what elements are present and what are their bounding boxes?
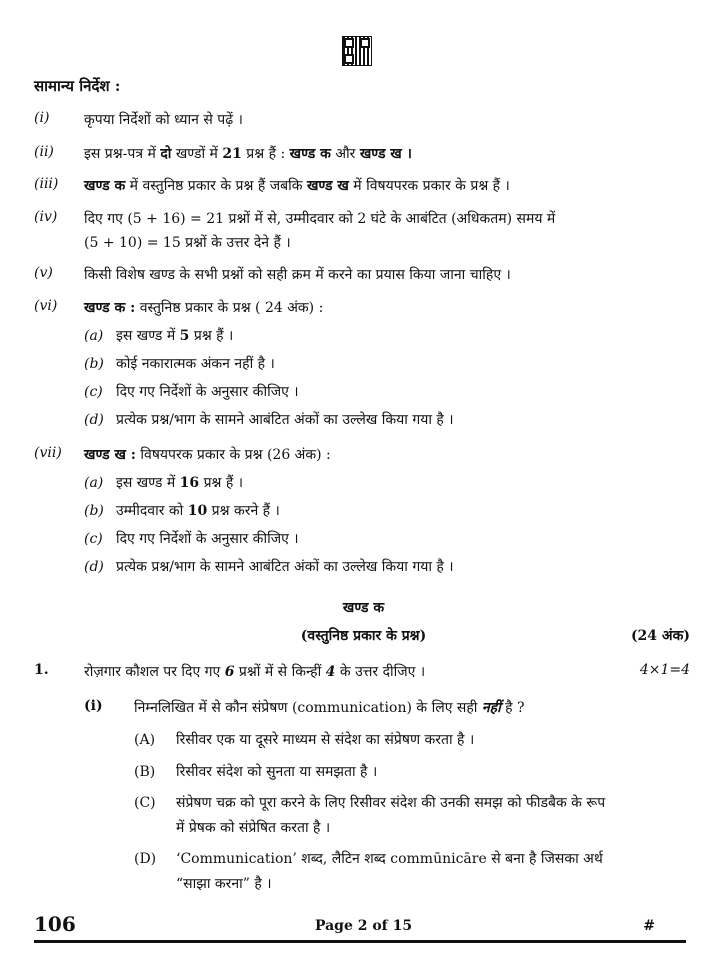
- option-text: रिसीवर एक या दूसरे माध्यम से संदेश का संप्रेषण करता है ।: [176, 732, 475, 748]
- section-b-instruction: [84, 445, 331, 464]
- sub-letter: (a): [84, 475, 104, 491]
- sub-letter: (b): [84, 503, 104, 519]
- text-run: 5: [179, 328, 190, 344]
- text-run: इस प्रश्न-पत्र में: [84, 146, 161, 162]
- instruction-text: [84, 110, 243, 129]
- sub-text: [116, 503, 280, 519]
- text-run: विषयपरक प्रकार के प्रश्न (26 अंक) :: [135, 447, 331, 463]
- text-run: प्रत्येक प्रश्न/भाग के सामने आबंटित अंकों का उल्लेख किया गया है ।: [116, 412, 454, 428]
- sub-text: [116, 384, 299, 400]
- section-b-sub-item: [84, 557, 454, 576]
- instruction-num: (i): [34, 110, 50, 126]
- sub-letter: (c): [84, 531, 103, 547]
- text-run: नहीं: [481, 700, 501, 716]
- text-run: के उत्तर दीजिए ।: [335, 664, 426, 680]
- section-b-sub-item: [84, 473, 243, 492]
- text-run: खण्ड क: [289, 146, 331, 162]
- text-run: 10: [187, 503, 208, 519]
- sub-text: [116, 531, 299, 547]
- question-text: [84, 662, 425, 681]
- text-run: में वस्तुनिष्ठ प्रकार के प्रश्न हैं जबकि: [125, 178, 307, 194]
- text-run: दिए गए (5 + 16) = 21 प्रश्नों में से, उम्मीदवार को 2 घंटे के आबंटित (अधिकतम) समय में: [84, 211, 556, 227]
- instruction-num: (v): [34, 265, 53, 281]
- instruction-num: (vi): [34, 298, 58, 314]
- section-a-sub-item: [84, 410, 454, 429]
- section-marks: (24 अंक): [630, 628, 690, 644]
- sub-question-text: [134, 698, 525, 717]
- text-run: खण्ड क: [84, 178, 126, 194]
- text-run: प्रश्न हैं :: [241, 146, 290, 162]
- sub-letter: (a): [84, 328, 104, 344]
- text-run: प्रश्न हैं ।: [189, 328, 234, 344]
- sub-letter: (b): [84, 356, 104, 372]
- text-run: 16: [179, 475, 200, 491]
- text-run: इस खण्ड में: [116, 475, 180, 491]
- instructions-heading: सामान्य निर्देश :: [34, 77, 121, 95]
- sub-text: [116, 475, 243, 491]
- instruction-text: [84, 265, 511, 284]
- instruction-text: [84, 144, 412, 163]
- option-c-cont: में प्रेषक को संप्रेषित करता है ।: [176, 820, 331, 836]
- section-subtitle: (वस्तुनिष्ठ प्रकार के प्रश्न): [300, 628, 427, 644]
- section-a-sub-item: [84, 354, 275, 373]
- instruction-num: (iii): [34, 176, 59, 192]
- text-run: प्रत्येक प्रश्न/भाग के सामने आबंटित अंकों का उल्लेख किया गया है ।: [116, 559, 454, 575]
- text-run: दो: [160, 146, 172, 162]
- page-number: Page 2 of 15: [314, 918, 413, 934]
- question-marks: 4×1=4: [639, 662, 690, 678]
- sub-letter: (d): [84, 412, 104, 428]
- instruction-text-cont: [84, 233, 291, 252]
- text-run: कोई नकारात्मक अंकन नहीं है ।: [116, 356, 275, 372]
- option-d: [134, 849, 603, 868]
- text-run: कृपया निर्देशों को ध्यान से पढ़ें ।: [84, 112, 243, 128]
- section-title: खण्ड क: [342, 600, 385, 616]
- option-letter: (D): [134, 851, 157, 867]
- text-run: निम्नलिखित में से कौन संप्रेषण (communication) के लिए सही: [134, 700, 482, 716]
- text-run: खण्ड ख: [306, 178, 349, 194]
- sub-text: [116, 412, 454, 428]
- option-text: ‘Communication’ शब्द, लैटिन शब्द commūnicāre से बना है जिसका अर्थ: [176, 851, 603, 867]
- text-run: (5 + 10) = 15 प्रश्नों के उत्तर देने हैं ।: [84, 235, 291, 251]
- instruction-text: [84, 209, 555, 228]
- sub-text: [116, 559, 454, 575]
- option-letter: (A): [134, 732, 156, 748]
- text-run: रोज़गार कौशल पर दिए गए: [84, 664, 225, 680]
- text-run: खण्ड ख ।: [359, 146, 412, 162]
- text-run: 21: [222, 146, 242, 162]
- instruction-num: (ii): [34, 144, 54, 160]
- text-run: दिए गए निर्देशों के अनुसार कीजिए ।: [116, 531, 299, 547]
- footer-mark: #: [643, 918, 655, 934]
- option-d-cont: “साझा करना” है ।: [176, 876, 272, 892]
- text-run: उम्मीदवार को: [116, 503, 188, 519]
- section-a-sub-item: [84, 326, 233, 345]
- text-run: प्रश्न हैं ।: [199, 475, 244, 491]
- section-a-instruction: [84, 298, 323, 317]
- section-b-sub-item: [84, 529, 299, 548]
- sub-text: [116, 356, 275, 372]
- instruction-text: [84, 176, 510, 195]
- text-run: में विषयपरक प्रकार के प्रश्न हैं ।: [348, 178, 510, 194]
- option-text: संप्रेषण चक्र को पूरा करने के लिए रिसीवर संदेश की उनकी समझ को फीडबैक के रूप: [176, 795, 606, 811]
- text-run: और: [330, 146, 360, 162]
- option-letter: (C): [134, 795, 156, 811]
- text-run: खण्डों में: [171, 146, 223, 162]
- text-run: प्रश्नों में से किन्हीं: [234, 664, 326, 680]
- text-run: खण्ड ख :: [84, 447, 136, 463]
- text-run: खण्ड क :: [84, 300, 136, 316]
- qr-code-icon: [342, 36, 372, 66]
- option-letter: (B): [134, 764, 156, 780]
- footer-rule: [34, 940, 686, 943]
- sub-question-number: (i): [84, 698, 103, 714]
- option-text: रिसीवर संदेश को सुनता या समझता है ।: [176, 764, 378, 780]
- option-c: [134, 793, 605, 812]
- option-b: [134, 762, 377, 781]
- option-a: [134, 730, 474, 749]
- text-run: प्रश्न करने हैं ।: [207, 503, 280, 519]
- text-run: 6: [224, 664, 235, 680]
- text-run: 4: [325, 664, 336, 680]
- question-number: 1.: [34, 662, 49, 678]
- sub-letter: (d): [84, 559, 104, 575]
- paper-code: 106: [34, 912, 76, 936]
- section-a-sub-item: [84, 382, 299, 401]
- sub-text: [116, 328, 233, 344]
- section-b-sub-item: [84, 501, 280, 520]
- text-run: इस खण्ड में: [116, 328, 180, 344]
- instruction-num: (iv): [34, 209, 58, 225]
- sub-letter: (c): [84, 384, 103, 400]
- text-run: है ?: [500, 700, 525, 716]
- text-run: दिए गए निर्देशों के अनुसार कीजिए ।: [116, 384, 299, 400]
- text-run: किसी विशेष खण्ड के सभी प्रश्नों को सही क्रम में करने का प्रयास किया जाना चाहिए ।: [84, 267, 511, 283]
- text-run: वस्तुनिष्ठ प्रकार के प्रश्न ( 24 अंक) :: [135, 300, 324, 316]
- instruction-num: (vii): [34, 445, 62, 461]
